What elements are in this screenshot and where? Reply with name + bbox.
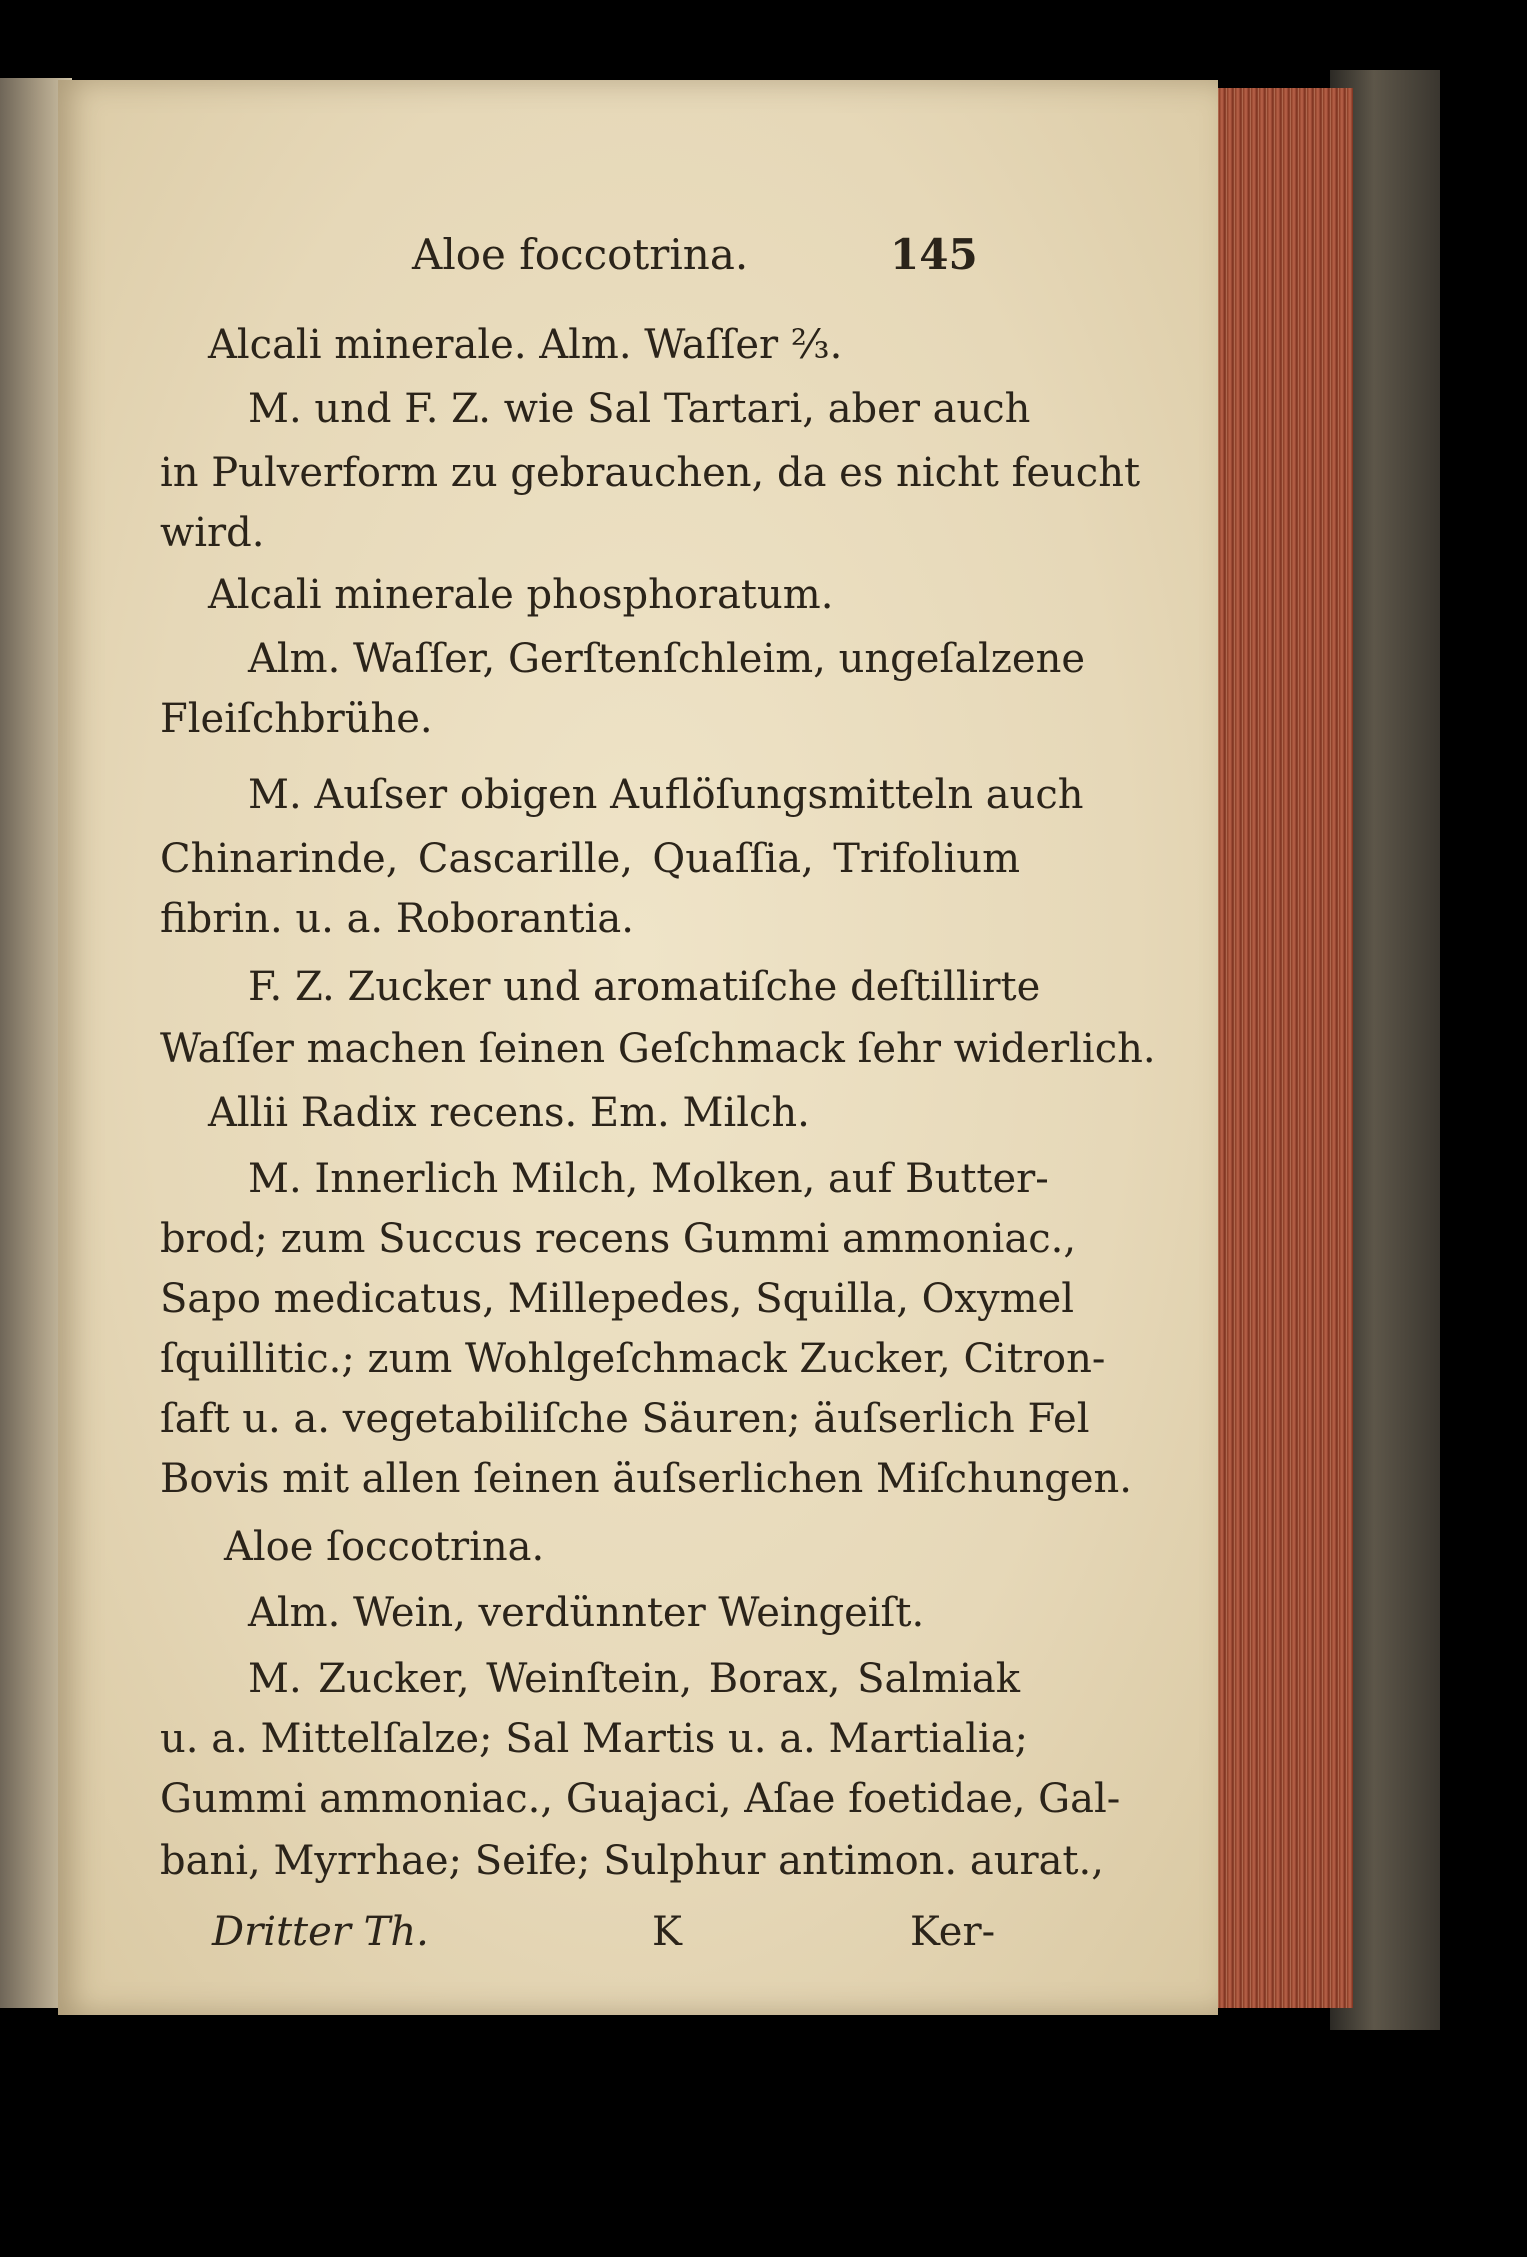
text-line: Chinarinde, Cascarille, Quaſſia, Trifolium <box>160 836 1020 882</box>
page-edges <box>1200 88 1353 2008</box>
page-number: 145 <box>890 230 978 279</box>
text-line: Alm. Wein, verdünnter Weingeiſt. <box>248 1590 925 1636</box>
text-line: ſquillitic.; zum Wohlgeſchmack Zucker, Citron- <box>160 1336 1106 1382</box>
text-line: Sapo medicatus, Millepedes, Squilla, Oxymel <box>160 1276 1074 1322</box>
text-line: Alcali minerale phosphoratum. <box>208 572 834 618</box>
signature-mark: K <box>652 1909 682 1955</box>
text-line: Bovis mit allen ſeinen äuſserlichen Miſchungen. <box>160 1456 1133 1502</box>
text-line: brod; zum Succus recens Gummi ammoniac., <box>160 1216 1077 1262</box>
text-line: Aloe ſoccotrina. <box>224 1524 545 1570</box>
text-line: Alcali minerale. Alm. Waſſer ⅔. <box>208 322 843 368</box>
text-line: Waſſer machen ſeinen Geſchmack ſehr widerlich. <box>160 1026 1156 1072</box>
text-line: M. Zucker, Weinſtein, Borax, Salmiak <box>248 1656 1020 1702</box>
text-line: u. a. Mittelſalze; Sal Martis u. a. Martialia; <box>160 1716 1029 1762</box>
text-line: ſaft u. a. vegetabiliſche Säuren; äuſserlich Fel <box>160 1396 1090 1442</box>
text-line: M. und F. Z. wie Sal Tartari, aber auch <box>248 386 1031 432</box>
text-line: fibrin. u. a. Roborantia. <box>160 896 634 942</box>
catchword: Ker- <box>910 1909 996 1955</box>
text-line: Fleiſchbrühe. <box>160 696 433 742</box>
running-head: Aloe foccotrina. <box>412 230 749 279</box>
signature-label: Dritter Th. <box>212 1909 429 1955</box>
text-line: Alm. Waſſer, Gerſtenſchleim, ungeſalzene <box>248 636 1086 682</box>
text-line: Allii Radix recens. Em. Milch. <box>208 1090 810 1136</box>
text-line: bani, Myrrhae; Seife; Sulphur antimon. aurat., <box>160 1838 1104 1884</box>
text-line: wird. <box>160 510 265 556</box>
text-line: Gummi ammoniac., Guajaci, Aſae foetidae, Gal- <box>160 1776 1121 1822</box>
text-line: M. Auſser obigen Auflöſungsmitteln auch <box>248 772 1084 818</box>
text-line: F. Z. Zucker und aromatiſche deſtillirte <box>248 964 1041 1010</box>
text-line: M. Innerlich Milch, Molken, auf Butter- <box>248 1156 1049 1202</box>
text-line: in Pulverform zu gebrauchen, da es nicht feucht <box>160 450 1141 496</box>
